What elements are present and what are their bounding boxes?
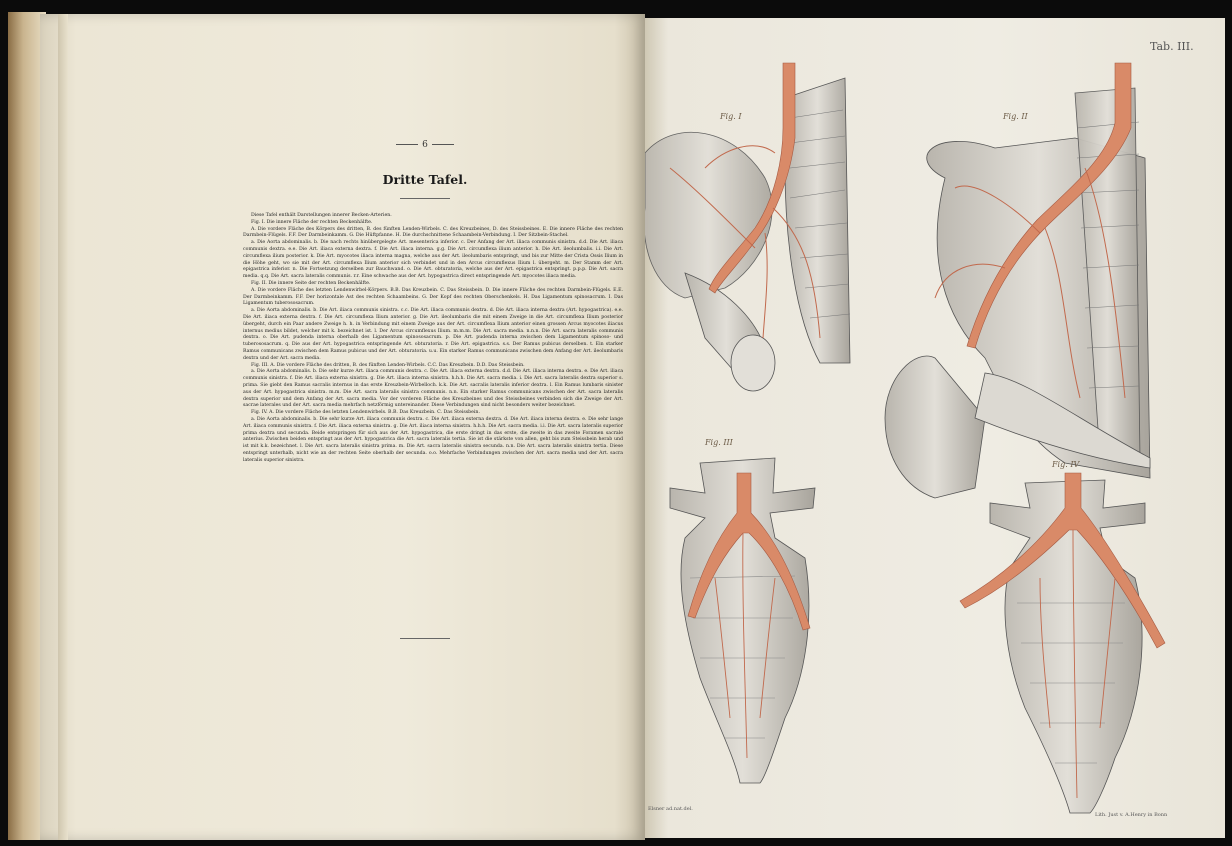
description-paragraph: Fig. II. Die innere Seite der rechten Beckenhälfte. <box>251 280 371 286</box>
description-paragraph: Diese Tafel enthält Darstellungen innerer Becken-Arterien. <box>251 213 392 218</box>
anatomical-plate <box>645 18 1225 838</box>
figure-1-illustration <box>645 63 850 391</box>
title-rule <box>400 198 450 199</box>
page-fold <box>58 14 68 840</box>
description-paragraph: a. Die Aorta abdominalis. b. Die sehr kurze Art. iliaca communis dextra. c. Die Art. iliaca externa dextra. d. Die Art. iliaca interna dextra. e. Die sehr lange Art. iliaca communis sinistra. f. Die Art. iliaca externa sinistra. g. Die Art. iliaca interna sinistra. h.h.h. Die Art. sacra media. i.i. Die Art. sacra lateralis superior prima dextra und secunda. Beide entspringen für sich aus der Art. hypogastrica, die erste dringt in das erste, die zweite in das zweite Foramen sacrale anterius. Zwischen beiden entspringt aus der Art. hypogastrica die Art. sacra lateralis tertia. Sie ist die stärkste von allen, geht bis zum Steissbein herab und ist mit k.k. bezeichnet. l. Die Art. sacra lateralis sinistra prima. m. Die Art. sacra lateralis sinistra secunda. n.n. Die Art. sacra lateralis sinistra tertia. Diese entspringt unterhalb, nicht wie an der rechten Seite oberhalb der secunda. o.o. Mehrfache Verbindungen zwischen der Art. sacra media und der Art. sacra lateralis superior sinistra. <box>243 416 623 463</box>
artist-credit: Elsner ad.nat.del. <box>648 806 693 812</box>
description-paragraph: A. Die vordere Fläche des letzten Lendenwirbel-Körpers. B.B. Das Kreuzbein. C. Das Steissbein. D. Die innere Fläche des rechten Darmbein-Flügels. E.E. Der Darmbeinkamm. F.F. Der horizontale Ast des rechten Schaambeins. G. Der Kopf des rechten Oberschenkels. H. Das Ligamentum spinosacrum. I. Das Ligamentum tuberososacrum. <box>243 287 623 307</box>
plate-description-text <box>243 213 623 464</box>
plate-number-label: Tab. III. <box>1150 40 1194 53</box>
figure-3-illustration <box>670 458 815 783</box>
description-paragraph: Fig. III. A. Die vordere Fläche des dritten, B. des fünften Lenden-Wirbels. C.C. Das Kreuzbein. D.D. Das Steissbein. <box>251 362 525 368</box>
figure-2-label: Fig. II <box>1003 112 1028 121</box>
description-paragraph: a. Die Aorta abdominalis. b. Die nach rechts hinübergelegte Art. mesenterica inferior. c. Der Anfang der Art. iliaca communis sinistra. d.d. Die Art. iliaca communis dextra. e.e. Die Art. iliaca externa dextra. f. Die Art. iliaca interna. g.g. Die Art. circumflexa ilium anterior. h. Die Art. ileolumbalis. i.i. Die Art. circumflexa ilium posterior. k. Die Art. myocotes iliaca interna magna, welche aus der Art. ileolumbaris entspringt, und bis zur Mitte der Crista Ossis Ilium in die Höhe geht, wo sie mit der Art. circumflexa Ilium anterior sich verbindet und in den Arcus circumflexus Ilium l. übergeht. m. Der Stamm der Art. epigastrica inferior. n. Die Fortsetzung derselben zur Bauchwand. o. Die Art. obturatoria, welche aus der Art. epigastrica entspringt. p.p.p. Die Art. sacra media. q.q. Die Art. sacra lateralis communis. r.r. Eine schwache aus der Art. hypogastrica direct entspringende Art. myocotes iliaca media. <box>243 240 623 280</box>
description-paragraph: a. Die Aorta abdominalis. b. Die Art. iliaca communis sinistra. c.c. Die Art. iliaca communis dextra. d. Die Art. iliaca interna dextra (Art. hypogastrica). e.e. Die Art. iliaca externa dextra. f. Die Art. circumflexa Ilium anterior. g. Die Art. ileolumbaris die mit einem Zweige in die Art. circumflexa Ilium posterior übergeht, durch ein Paar andere Zweige h. h. in Verbindung mit einem Zweige aus der Art. circumflexa Ilium anterior einen grossen Arcus myocotes iliacus internus medius bildet, welcher mit k. bezeichnet ist. l. Der Arcus circumflexus Ilium. m.m.m. Die Art. sacra media. n.n.n. Die Art. sacra lateralis communis dextra. o. Die Art. pudenda interna oberhalb des Ligamentum spinososacrum. p. Die Art. pudenda interna zwischen dem Ligamentum spinoso- und tuberososacrum. q. Die aus der Art. hypogastrica entspringende Art. obturatoria. r. Die Art. epigastrica. s.s. Der Ramus pubicus derselben. t. Ein starker Ramus communicans zwischen dem Ramus pubicus und der Art. obturatoria. u.u. Ein starker Ramus communicans zwischen dem Anfang der Art. ileolumbaris dextra und der Art. sacra media. <box>243 308 623 361</box>
figure-4-label: Fig. IV <box>1052 460 1080 469</box>
end-rule <box>400 638 450 639</box>
lithographer-credit: Lith. Just v. A.Henry in Bonn <box>1095 812 1168 818</box>
page-title: Dritte Tafel. <box>382 172 468 187</box>
description-paragraph: A. Die vordere Fläche des Körpers des dritten, B. des fünften Lenden-Wirbels. C. des Kreuzbeines, D. des Steissbeines. E. Die innere Fläche des rechten Darmbein-Flügels. F.F. Der Darmbeinkamm. G. Die Hüftpfanne. H. Die durchschnittene Schaambein-Verbindung. I. Der Sitzbein-Stachel. <box>243 226 623 239</box>
page-number: 6 <box>390 140 460 150</box>
figure-3-label: Fig. III <box>705 438 733 447</box>
description-paragraph: Fig. I. Die innere Fläche der rechten Beckenhälfte. <box>251 219 373 225</box>
description-paragraph: a. Die Aorta abdominalis. b. Die sehr kurze Art. iliaca communis dextra. c. Die Art. iliaca externa dextra. d.d. Die Art. iliaca interna dextra. e. Die Art. iliaca communis sinistra. f. Die Art. iliaca externa sinistra. g. Die Art. iliaca interna sinistra. h.h.h. Die Art. sacra media. i. Die Art. sacra lateralis dextra superior s. prima. Sie giebt den Ramus sacralis internus in das erste Kreuzbein-Wirbelloch. k.k. Die Art. sacralis lateralis inferior dextra. l. Ein Ramus lumbaris sinister aus der Art. hypogastrica sinistra. m.m. Die Art. sacra lateralis sinistra communis. n.n. Ein starker Ramus communicans zwischen der Art. sacra lateralis dextra superior und dem Anfang der Art. sacra media. Vor der vorderen Fläche des Kreuzbeines und des Steissbeines verbinden sich die Zweige der Art. sacrae laterales und der Art. sacra media mehrfach netzförmig untereinander. Diese Verbindungen sind nicht besonders weiter bezeichnet. <box>243 369 623 409</box>
figure-2-illustration <box>885 63 1150 498</box>
description-paragraph: Fig. IV. A. Die vordere Fläche des letzten Lendenwirbels. B.B. Das Kreuzbein. C. Das Steissbein. <box>251 410 480 416</box>
figure-4-illustration <box>960 473 1165 813</box>
figure-1-label: Fig. I <box>720 112 742 121</box>
